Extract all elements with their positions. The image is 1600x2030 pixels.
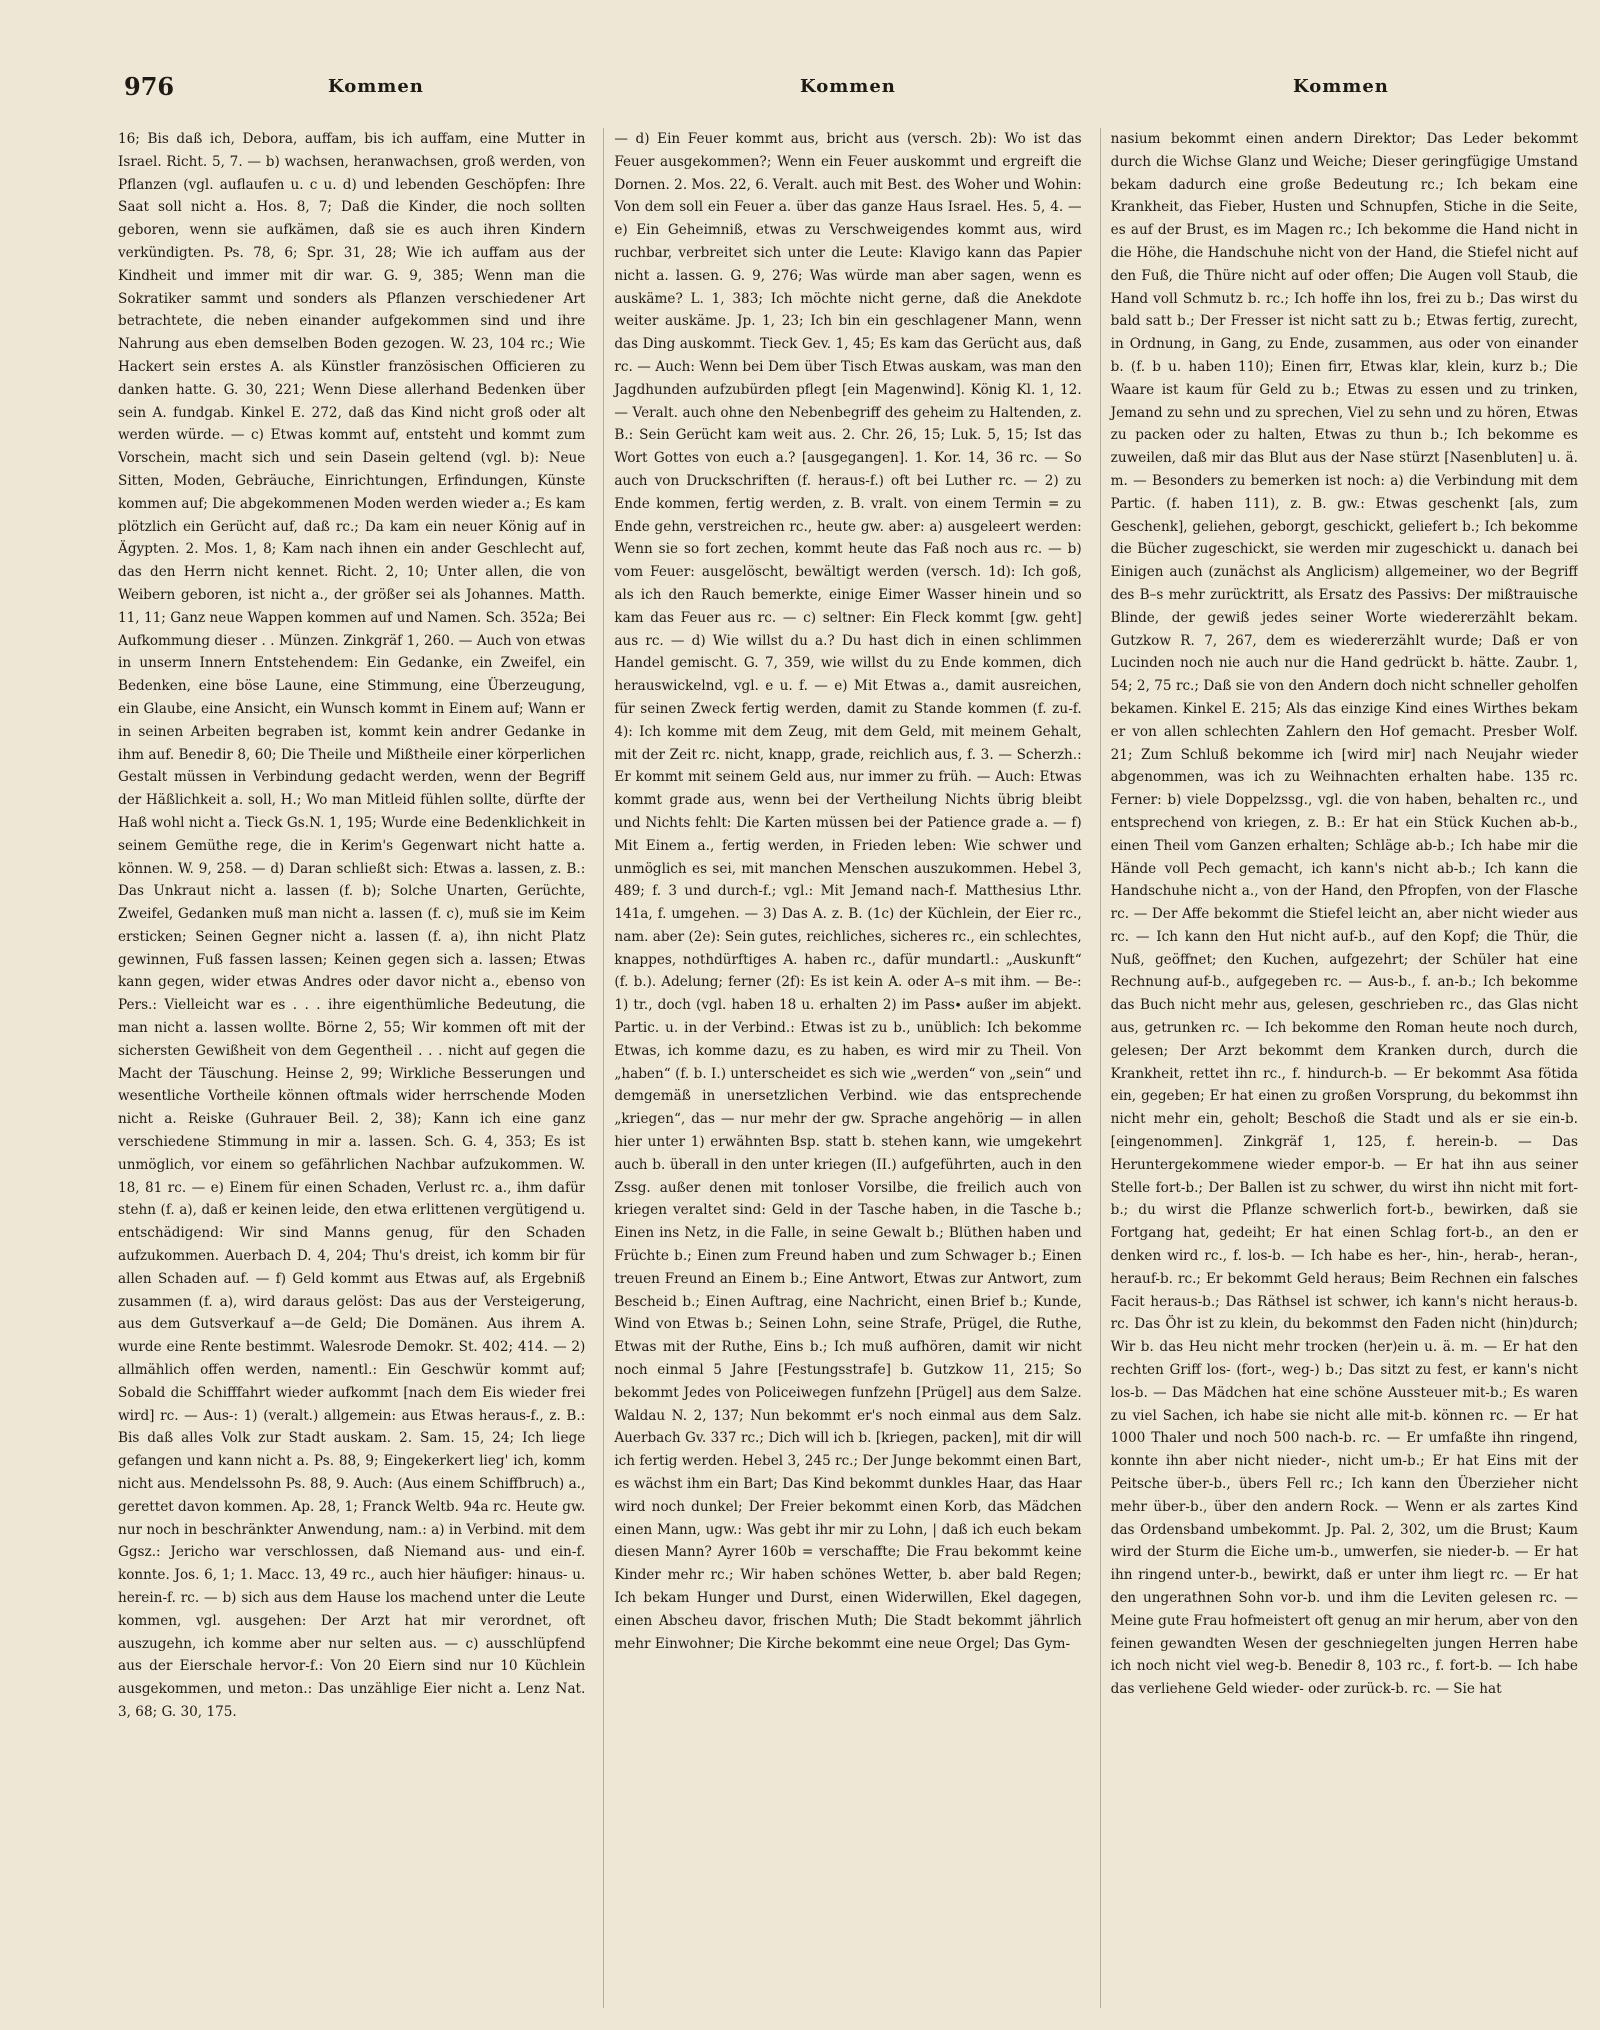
text-columns [118,128,1578,2008]
column-middle [603,128,1081,2008]
column-left [118,128,585,2008]
column-left-text: 16; Bis daß ich, Debora, auffam, bis ich auffam, eine Mutter in Israel. Richt. 5, 7. — b) wachsen, heranwachsen, groß werden, von Pflanzen (vgl. auflaufen u. c u. d) und lebenden Geschöpfen: Ihre Saat soll nicht a. Hos. 8, 7; Daß die Kinder, die noch sollten geboren, wenn sie aufkämen, daß sie es auch ihren Kindern verkündigten. Ps. 78, 6; Spr. 31, 28; Wie ich auffam aus der Kindheit und immer mit dir war. G. 9, 385; Wenn man die Sokratiker sammt und sonders als Pflanzen verschiedener Art betrachtete, die neben einander aufgekommen sind und ihre Nahrung aus eben demselben Boden gezogen. W. 23, 104 rc.; Wie Hackert sein erstes A. als Künstler französischen Officieren zu danken hatte. G. 30, 221; Wenn Diese allerhand Bedenken über sein A. fundgab. Kinkel E. 272, daß das Kind nicht groß oder alt werden würde. — c) Etwas kommt auf, entsteht und kommt zum Vorschein, macht sich und sein Dasein geltend (vgl. b): Neue Sitten, Moden, Gebräuche, Einrichtungen, Erfindungen, Künste kommen auf; Die abgekommenen Moden werden wieder a.; Es kam plötzlich ein Gerücht auf, daß rc.; Da kam ein neuer König auf in Ägypten. 2. Mos. 1, 8; Kam nach ihnen ein ander Geschlecht auf, das den Herrn nicht kennet. Richt. 2, 10; Unter allen, die von Weibern geboren, ist nicht a., der größer sei als Johannes. Matth. 11, 11; Ganz neue Wappen kommen auf und Namen. Sch. 352a; Bei Aufkommung dieser . . Münzen. Zinkgräf 1, 260. — Auch von etwas in unserm Innern Entstehendem: Ein Gedanke, ein Zweifel, ein Bedenken, eine böse Laune, eine Stimmung, eine Überzeugung, ein Glaube, eine Ansicht, ein Wunsch kommt in Einem auf; Wann er in seinen Arbeiten begraben ist, kommt kein andrer Gedanke in ihm auf. Benedir 8, 60; Die Theile und Mißtheile einer körperlichen Gestalt müssen in Verbindung gedacht werden, wenn der Begriff der Häßlichkeit a. soll, H.; Wo man Mitleid fühlen sollte, dürfte der Haß wohl nicht a. Tieck Gs.N. 1, 195; Wurde eine Bedenklichkeit in seinem Gemüthe rege, die in Kerim's Gegenwart nicht hatte a. können. W. 9, 258. — d) Daran schließt sich: Etwas a. lassen, z. B.: Das Unkraut nicht a. lassen (f. b); Solche Unarten, Gerüchte, Zweifel, Gedanken muß man nicht a. lassen (f. c), muß sie im Keim ersticken; Seinen Gegner nicht a. lassen (f. a), ihn nicht Platz gewinnen, Fuß fassen lassen; Keinen gegen sich a. lassen; Etwas kann gegen, wider etwas Andres oder davor nicht a., ebenso von Pers.: Vielleicht war es . . . ihre eigenthümliche Bedeutung, die man nicht a. lassen wollte. Börne 2, 55; Wir kommen oft mit der sichersten Gewißheit von dem Gegentheil . . . nicht auf gegen die Macht der Täuschung. Heinse 2, 99; Wirkliche Besserungen und wesentliche Vortheile können oftmals wider herrschende Moden nicht a. Reiske (Guhrauer Beil. 2, 38); Kann ich eine ganz verschiedene Stimmung in mir a. lassen. Sch. G. 4, 353; Es ist unmöglich, vor einem so gefährlichen Nachbar aufzukommen. W. 18, 81 rc. — e) Einem für einen Schaden, Verlust rc. a., ihm dafür stehn (f. a), daß er keinen leide, den etwa erlittenen vergütigend u. entschädigend: Wir sind Manns genug, für den Schaden aufzukommen. Auerbach D. 4, 204; Thu's dreist, ich komm bir für allen Schaden auf. — f) Geld kommt aus Etwas auf, als Ergebniß zusammen (f. a), wird daraus gelöst: Das aus der Versteigerung, aus dem Gutsverkauf a—de Geld; Die Domänen. Aus ihrem A. wurde eine Rente bestimmt. Walesrode Demokr. St. 402; 414. — 2) allmählich offen werden, namentl.: Ein Geschwür kommt auf; Sobald die Schifffahrt wieder aufkommt [nach dem Eis wieder frei wird] rc. — Aus-: 1) (veralt.) allgemein: aus Etwas heraus-f., z. B.: Bis daß alles Volk zur Stadt auskam. 2. Sam. 15, 24; Ich liege gefangen und kann nicht a. Ps. 88, 9; Eingekerkert lieg' ich, komm nicht aus. Mendelssohn Ps. 88, 9. Auch: (Aus einem Schiffbruch) a., gerettet davon kommen. Ap. 28, 1; Franck Weltb. 94a rc. Heute gw. nur noch in beschränkter Anwendung, nam.: a) in Verbind. mit dem Ggsz.: Jericho war verschlossen, daß Niemand aus- und ein-f. konnte. Jos. 6, 1; 1. Macc. 13, 49 rc., auch hier häufiger: hinaus- u. herein-f. rc. — b) sich aus dem Hause los machend unter die Leute kommen, vgl. ausgehen: Der Arzt hat mir verordnet, oft auszugehn, ich komme aber nur selten aus. — c) ausschlüpfend aus der Eierschale hervor-f.: Von 20 Eiern sind nur 10 Küchlein ausgekommen, und meton.: Das unzählige Eier nicht a. Lenz Nat. 3, 68; G. 30, 175. [118,131,586,1720]
column-middle-text: — d) Ein Feuer kommt aus, bricht aus (versch. 2b): Wo ist das Feuer ausgekommen?; Wenn ein Feuer auskommt und ergreift die Dornen. 2. Mos. 22, 6. Veralt. auch mit Best. des Woher und Wohin: Von dem soll ein Feuer a. über das ganze Haus Israel. Hes. 5, 4. — e) Ein Geheimniß, etwas zu Verschweigendes kommt aus, wird ruchbar, verbreitet sich unter die Leute: Klavigo kann das Papier nicht a. lassen. G. 9, 276; Was würde man aber sagen, wenn es auskäme? L. 1, 383; Ich möchte nicht gerne, daß die Anekdote weiter auskäme. Jp. 1, 23; Ich bin ein geschlagener Mann, wenn das Ding auskommt. Tieck Gev. 1, 45; Es kam das Gerücht aus, daß rc. — Auch: Wenn bei Dem über Tisch Etwas auskam, was man den Jagdhunden aufzubürden pflegt [ein Magenwind]. König Kl. 1, 12. — Veralt. auch ohne den Nebenbegriff des geheim zu Haltenden, z. B.: Sein Gerücht kam weit aus. 2. Chr. 26, 15; Luk. 5, 15; Ist das Wort Gottes von euch a.? [ausgegangen]. 1. Kor. 14, 36 rc. — So auch von Druckschriften (f. heraus-f.) oft bei Luther rc. — 2) zu Ende kommen, fertig werden, z. B. vralt. von einem Termin = zu Ende gehn, verstreichen rc., heute gw. aber: a) ausgeleert werden: Wenn sie so fort zechen, kommt heute das Faß noch aus rc. — b) vom Feuer: ausgelöscht, bewältigt werden (versch. 1d): Ich goß, als ich den Rauch bemerkte, einige Eimer Wasser hinein und so kam das Feuer aus rc. — c) seltner: Ein Fleck kommt [gw. geht] aus rc. — d) Wie willst du a.? Du hast dich in einen schlimmen Handel gemischt. G. 7, 359, wie willst du zu Ende kommen, dich herauswickelnd, vgl. e u. f. — e) Mit Etwas a., damit ausreichen, für seinen Zweck fertig werden, damit zu Stande kommen (f. zu-f. 4): Ich komme mit dem Zeug, mit dem Geld, mit meinem Gehalt, mit der Zeit rc. nicht, knapp, grade, reichlich aus, f. 3. — Scherzh.: Er kommt mit seinem Geld aus, nur immer zu früh. — Auch: Etwas kommt grade aus, wenn bei der Vertheilung Nichts übrig bleibt und Nichts fehlt: Die Karten müssen bei der Patience grade a. — f) Mit Einem a., fertig werden, in Frieden leben: Wie schwer und unmöglich es sei, mit manchen Menschen auszukommen. Hebel 3, 489; f. 3 und durch-f.; vgl.: Mit Jemand nach-f. Matthesius Lthr. 141a, f. umgehen. — 3) Das A. z. B. (1c) der Küchlein, der Eier rc., nam. aber (2e): Sein gutes, reichliches, sicheres rc., ein schlechtes, knappes, nothdürftiges A. haben rc., dafür mundartl.: „Auskunft“ (f. b.). Adelung; ferner (2f): Es ist kein A. oder A–s mit ihm. — Be-: 1) tr., doch (vgl. haben 18 u. erhalten 2) im Pass∙ außer im abjekt. Partic. u. in der Verbind.: Etwas ist zu b., unüblich: Ich bekomme Etwas, ich komme dazu, es zu haben, es wird mir zu Theil. Von „haben“ (f. b. I.) unterscheidet es sich wie „werden“ von „sein“ und demgemäß in unersetzlichen Verbind. wie das entsprechende „kriegen“, das — nur mehr der gw. Sprache angehörig — in allen hier unter 1) erwähnten Bsp. statt b. stehen kann, wie umgekehrt auch b. überall in den unter kriegen (II.) aufgeführten, auch in den Zssg. außer denen mit tonloser Vorsilbe, die freilich auch von kriegen veraltet sind: Geld in der Tasche haben, in die Tasche b.; Einen ins Netz, in die Falle, in seine Gewalt b.; Blüthen haben und Früchte b.; Einen zum Freund haben und zum Schwager b.; Einen treuen Freund an Einem b.; Eine Antwort, Etwas zur Antwort, zum Bescheid b.; Einen Auftrag, eine Nachricht, einen Brief b.; Kunde, Wind von Etwas b.; Seinen Lohn, seine Strafe, Prügel, die Ruthe, Etwas mit der Ruthe, Eins b.; Ich muß aufhören, damit wir nicht noch einmal 5 Jahre [Festungsstrafe] b. Gutzkow 11, 215; So bekommt Jedes von Policeiwegen funfzehn [Prügel] aus dem Salze. Waldau N. 2, 137; Nun bekommt er's noch einmal aus dem Salz. Auerbach Gv. 337 rc.; Dich will ich b. [kriegen, packen], mit dir will ich fertig werden. Hebel 3, 245 rc.; Der Junge bekommt einen Bart, es wächst ihm ein Bart; Das Kind bekommt dunkles Haar, das Haar wird noch dunkel; Der Freier bekommt einen Korb, das Mädchen einen Mann, ugw.: Was gebt ihr mir zu Lohn, | daß ich euch bekam diesen Mann? Ayrer 160b = verschaffte; Die Frau bekommt keine Kinder mehr rc.; Wir haben schönes Wetter, b. aber bald Regen; Ich bekam Hunger und Durst, einen Widerwillen, Ekel dagegen, einen Abscheu davor, frischen Muth; Die Stadt bekommt jährlich mehr Einwohner; Die Kirche bekommt eine neue Orgel; Das Gym- [614,131,1082,1652]
column-right [1100,128,1578,2008]
running-head-left: Kommen [328,76,424,97]
page-header [118,68,1578,108]
page-number: 976 [124,72,175,101]
column-right-text: nasium bekommt einen andern Direktor; Das Leder bekommt durch die Wichse Glanz und Weiche; Dieser geringfügige Umstand bekam dadurch eine große Bedeutung rc.; Ich bekam eine Krankheit, das Fieber, Husten und Schnupfen, Stiche in die Seite, es auf der Brust, es im Magen rc.; Ich bekomme die Hand nicht in die Höhe, die Handschuhe nicht von der Hand, die Stiefel nicht auf den Fuß, die Thüre nicht auf oder offen; Die Augen voll Staub, die Hand voll Schmutz b. rc.; Ich hoffe ihn los, frei zu b.; Das wirst du bald satt b.; Der Fresser ist nicht satt zu b.; Etwas fertig, zurecht, in Ordnung, in Gang, zu Ende, zusammen, aus oder von einander b. (f. b u. haben 110); Einen firr, Etwas klar, klein, kurz b.; Die Waare ist kaum für Geld zu b.; Etwas zu essen und zu trinken, Jemand zu sehn und zu sprechen, Viel zu sehn und zu hören, Etwas zu packen oder zu halten, Etwas zu thun b.; Ich bekomme es zuweilen, daß mir das Blut aus der Nase stürzt [Nasenbluten] u. ä. m. — Besonders zu bemerken ist noch: a) die Verbindung mit dem Partic. (f. haben 111), z. B. gw.: Etwas geschenkt [als, zum Geschenk], geliehen, geborgt, geschickt, geliefert b.; Ich bekomme die Bücher zugeschickt, sie werden mir zugeschickt u. danach bei Einigen auch (zunächst als Anglicism) allgemeiner, wo der Begriff des B–s mehr zurücktritt, als Ersatz des Passivs: Der mißtrauische Blinde, der gewiß jedes seiner Worte wiedererzählt bekam. Gutzkow R. 7, 267, dem es wiedererzählt wurde; Daß er von Lucinden noch nie auch nur die Hand gedrückt b. hätte. Zaubr. 1, 54; 2, 75 rc.; Daß sie von den Andern doch nicht schneller geholfen bekamen. Kinkel E. 215; Als das einzige Kind eines Wirthes bekam er von allen schlechten Zahlern den Hof gemacht. Presber Wolf. 21; Zum Schluß bekomme ich [wird mir] nach Neujahr wieder abgenommen, was ich zu Weihnachten erhalten habe. 135 rc. Ferner: b) viele Doppelzssg., vgl. die von haben, behalten rc., und entsprechend von kriegen, z. B.: Er hat ein Stück Kuchen ab-b., einen Theil vom Ganzen erhalten; Schläge ab-b.; Ich habe mir die Hände voll Pech gemacht, ich kann's nicht ab-b.; Ich kann die Handschuhe nicht a., von der Hand, den Pfropfen, von der Flasche rc. — Der Affe bekommt die Stiefel leicht an, aber nicht wieder aus rc. — Ich kann den Hut nicht auf-b., auf den Kopf; die Thür, die Nuß, geöffnet; den Kuchen, aufgezehrt; der Schüler hat eine Rechnung auf-b., aufgegeben rc. — Aus-b., f. an-b.; Ich bekomme das Buch nicht mehr aus, gelesen, geschrieben rc., das Glas nicht aus, getrunken rc. — Ich bekomme den Roman heute noch durch, gelesen; Der Arzt bekommt dem Kranken durch, durch die Krankheit, rettet ihn rc., f. hindurch-b. — Er bekommt Asa fötida ein, gegeben; Er hat einen zu großen Vorsprung, du bekommst ihn nicht mehr ein, geholt; Beschoß die Stadt und als er sie ein-b. [eingenommen]. Zinkgräf 1, 125, f. herein-b. — Das Heruntergekommene wieder empor-b. — Er hat ihn aus seiner Stelle fort-b.; Der Ballen ist zu schwer, du wirst ihn nicht mit fort-b.; du wirst die Pflanze schwerlich fort-b., bewirken, daß sie Fortgang hat, gedeiht; Er hat einen Schlag fort-b., an den er denken wird rc., f. los-b. — Ich habe es her-, hin-, herab-, heran-, herauf-b. rc.; Er bekommt Geld heraus; Beim Rechnen ein falsches Facit heraus-b.; Das Räthsel ist schwer, ich kann's nicht heraus-b. rc. Das Öhr ist zu klein, du bekommst den Faden nicht (hin)durch; Wir b. das Heu nicht mehr trocken (her)ein u. ä. m. — Er hat den rechten Griff los- (fort-, weg-) b.; Das sitzt zu fest, er kann's nicht los-b. — Das Mädchen hat eine schöne Aussteuer mit-b.; Es waren zu viel Sachen, ich habe sie nicht alle mit-b. können rc. — Er hat 1000 Thaler und noch 500 nach-b. rc. — Er umfaßte ihn ringend, konnte ihn aber nicht nieder-, nicht um-b.; Er hat Eins mit der Peitsche über-b., übers Fell rc.; Ich kann den Überzieher nicht mehr über-b., über den andern Rock. — Wenn er als zartes Kind das Ordensband umbekommt. Jp. Pal. 2, 302, um die Brust; Kaum wird der Sturm die Eiche um-b., umwerfen, sie nieder-b. — Er hat ihn ringend unter-b., bewirkt, daß er unter ihm liegt rc. — Er hat den ungerathnen Sohn vor-b. und ihm die Leviten gelesen rc. — Meine gute Frau hofmeistert oft genug an mir herum, aber von den feinen gewandten Wesen der geschniegelten jungen Herren habe ich noch nicht viel weg-b. Benedir 8, 103 rc., f. fort-b. — Ich habe das verliehene Geld wieder- oder zurück-b. rc. — Sie hat [1110,131,1578,1698]
running-head-right: Kommen [1293,76,1389,97]
running-head-center: Kommen [800,76,896,97]
